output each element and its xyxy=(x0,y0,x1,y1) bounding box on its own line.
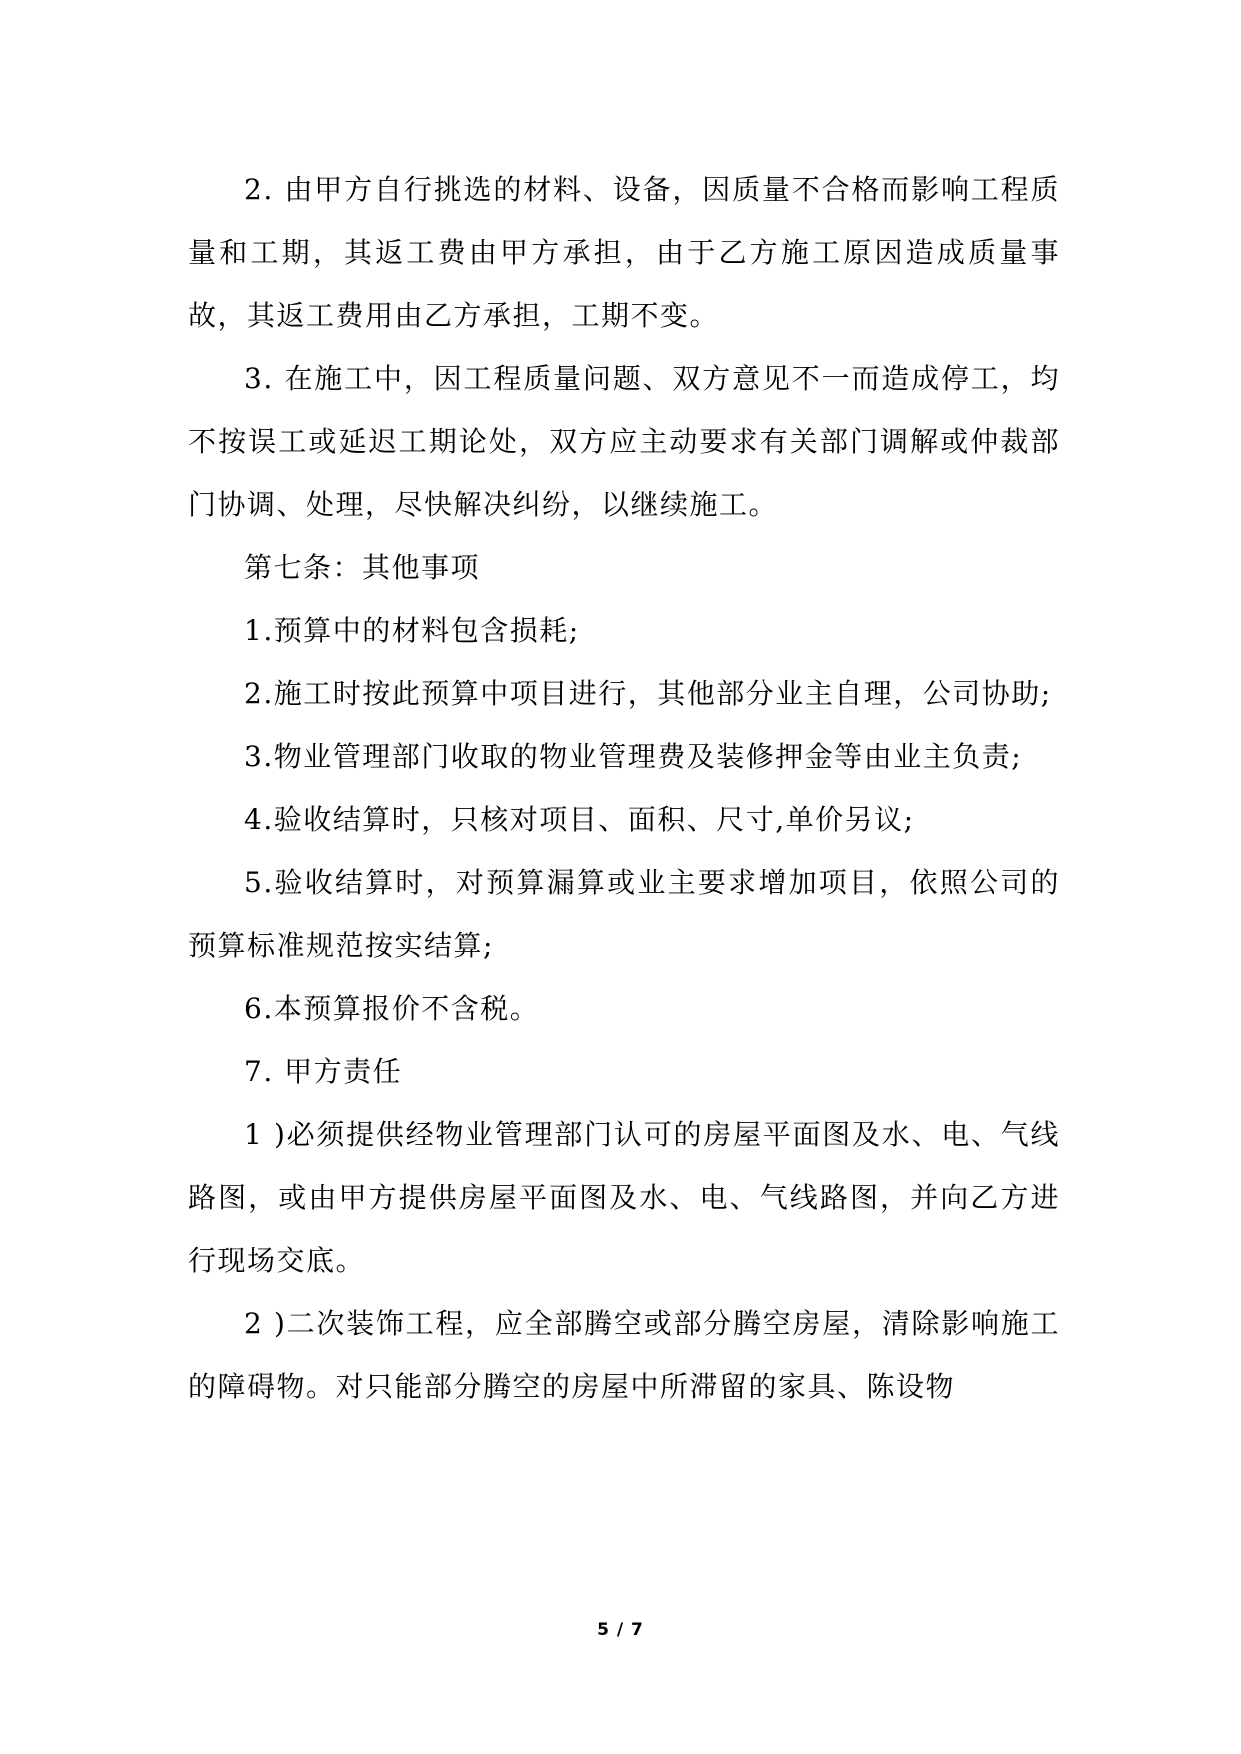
paragraph-subitem-2-clearing: 2 )二次装饰工程，应全部腾空或部分腾空房屋，清除影响施工的障碍物。对只能部分腾空的房屋中所滞留的家具、陈设物 xyxy=(188,1307,1060,1403)
paragraph-item-5-settlement: 5.验收结算时，对预算漏算或业主要求增加项目，依照公司的预算标准规范按实结算; xyxy=(188,866,1060,962)
section-heading-article-7: 第七条：其他事项 xyxy=(244,551,481,584)
paragraph-item-7-party-a: 7. 甲方责任 xyxy=(244,1055,403,1088)
paragraph-item-3-property-fees: 3.物业管理部门收取的物业管理费及装修押金等由业主负责; xyxy=(244,740,1023,773)
paragraph-item-2-quality: 2. 由甲方自行挑选的材料、设备，因质量不合格而影响工程质量和工期，其返工费由甲方承担，由于乙方施工原因造成质量事故，其返工费用由乙方承担，工期不变。 xyxy=(188,173,1060,332)
paragraph-item-3-dispute: 3. 在施工中，因工程质量问题、双方意见不一而造成停工，均不按误工或延迟工期论处，双方应主动要求有关部门调解或仲裁部门协调、处理，尽快解决纠纷，以继续施工。 xyxy=(188,362,1060,521)
paragraph-item-4-acceptance: 4.验收结算时，只核对项目、面积、尺寸,单价另议; xyxy=(244,803,915,836)
paragraph-item-1-materials: 1.预算中的材料包含损耗; xyxy=(244,614,580,647)
paragraph-subitem-1-plans: 1 )必须提供经物业管理部门认可的房屋平面图及水、电、气线路图，或由甲方提供房屋平面图及水、电、气线路图，并向乙方进行现场交底。 xyxy=(188,1118,1060,1277)
document-body xyxy=(188,158,1060,1418)
paragraph-item-6-tax: 6.本预算报价不含税。 xyxy=(244,992,540,1025)
paragraph-item-2-construction: 2.施工时按此预算中项目进行，其他部分业主自理，公司协助; xyxy=(244,677,1052,710)
page-number: 5 / 7 xyxy=(597,1620,644,1640)
